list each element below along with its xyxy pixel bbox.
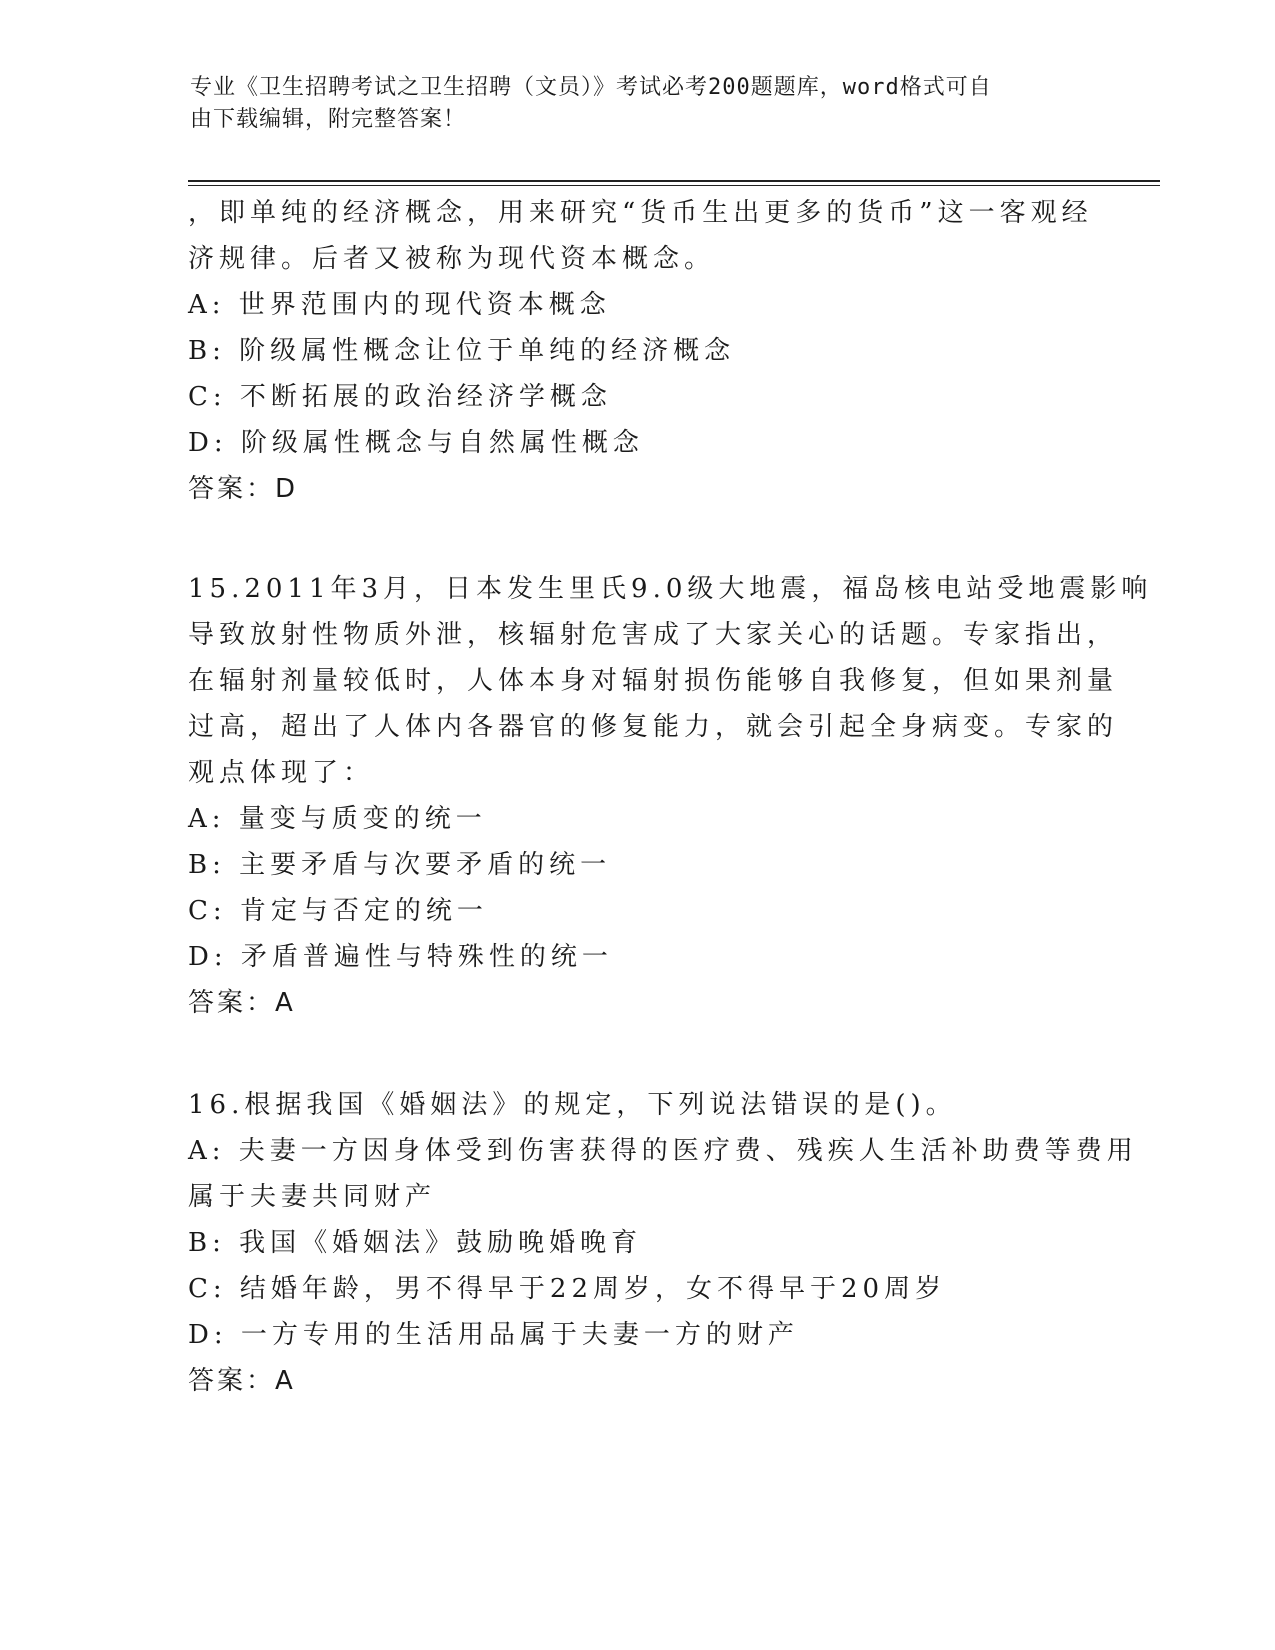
question-15 (188, 566, 1188, 1026)
question-stem-line: 16.根据我国《婚姻法》的规定，下列说法错误的是()。 (188, 1090, 957, 1120)
option-a: A: 量变与质变的统一 (188, 804, 487, 834)
header-line-2: 由下载编辑，附完整答案！ (190, 107, 467, 132)
answer-label: 答案：D (188, 474, 299, 504)
question-stem-line: 济规律。后者又被称为现代资本概念。 (188, 244, 716, 274)
question-stem-line: 过高，超出了人体内各器官的修复能力，就会引起全身病变。专家的 (188, 712, 1119, 742)
header-line-1: 专业《卫生招聘考试之卫生招聘（文员）》考试必考200题题库，word格式可自 (190, 75, 992, 100)
question-stem-line: 15.2011年3月，日本发生里氏9.0级大地震，福岛核电站受地震影响 (188, 574, 1153, 604)
option-a: A: 世界范围内的现代资本概念 (188, 290, 611, 320)
option-c: C: 结婚年龄，男不得早于22周岁，女不得早于20周岁 (188, 1274, 947, 1304)
document-header (190, 72, 1090, 136)
document-body (188, 190, 1188, 1404)
answer-label: 答案：A (188, 988, 296, 1018)
option-c: C: 肯定与否定的统一 (188, 896, 488, 926)
option-a: A: 夫妻一方因身体受到伤害获得的医疗费、残疾人生活补助费等费用 (188, 1136, 1138, 1166)
option-b: B: 我国《婚姻法》鼓励晚婚晚育 (188, 1228, 643, 1258)
option-d: D: 阶级属性概念与自然属性概念 (188, 428, 644, 458)
question-16 (188, 1082, 1188, 1404)
question-stem-line: 观点体现了： (188, 758, 375, 788)
option-a-continuation: 属于夫妻共同财产 (188, 1182, 437, 1212)
question-stem-line: ，即单纯的经济概念，用来研究“货币生出更多的货币”这一客观经 (188, 198, 1093, 228)
question-14 (188, 190, 1188, 512)
option-b: B: 阶级属性概念让位于单纯的经济概念 (188, 336, 736, 366)
option-b: B: 主要矛盾与次要矛盾的统一 (188, 850, 612, 880)
option-d: D: 一方专用的生活用品属于夫妻一方的财产 (188, 1320, 799, 1350)
question-stem-line: 导致放射性物质外泄，核辐射危害成了大家关心的话题。专家指出， (188, 620, 1119, 650)
header-divider (188, 180, 1160, 186)
question-stem-line: 在辐射剂量较低时，人体本身对辐射损伤能够自我修复，但如果剂量 (188, 666, 1119, 696)
option-c: C: 不断拓展的政治经济学概念 (188, 382, 612, 412)
answer-label: 答案：A (188, 1366, 296, 1396)
option-d: D: 矛盾普遍性与特殊性的统一 (188, 942, 613, 972)
